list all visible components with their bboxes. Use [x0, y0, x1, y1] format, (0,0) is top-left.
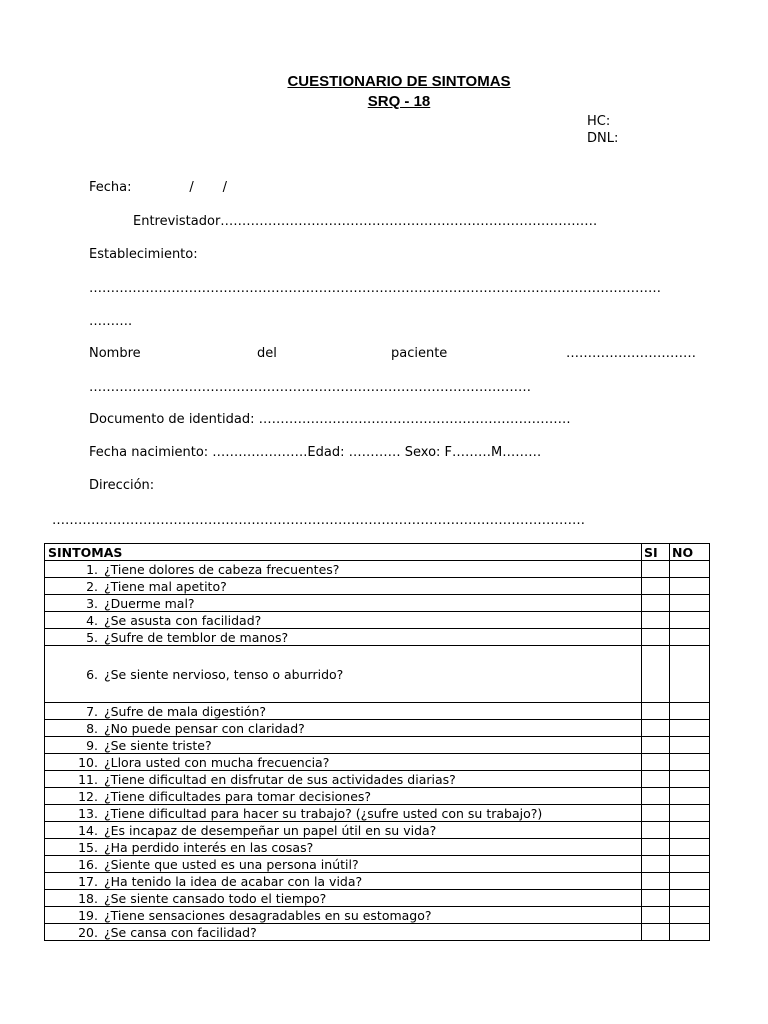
symptom-text: ¿Se asusta con facilidad?: [103, 612, 262, 628]
no-checkbox-cell[interactable]: [670, 754, 710, 771]
symptom-text: ¿Tiene dolores de cabeza frecuentes?: [103, 561, 340, 577]
symptom-number: 19.: [78, 907, 98, 923]
symptom-cell: [45, 856, 642, 873]
symptoms-table: [44, 543, 710, 941]
symptom-cell: [45, 612, 642, 629]
symptom-cell: [45, 788, 642, 805]
table-row: [45, 822, 710, 839]
symptom-cell: [45, 646, 642, 703]
table-row: [45, 839, 710, 856]
symptom-cell: [45, 720, 642, 737]
header-si: SI: [642, 544, 670, 561]
table-row: [45, 754, 710, 771]
symptom-number: 10.: [78, 754, 98, 770]
table-header-row: [45, 544, 710, 561]
table-row: [45, 629, 710, 646]
symptom-cell: [45, 839, 642, 856]
table-row: [45, 561, 710, 578]
nombre-del-label: del: [257, 346, 277, 361]
table-row: [45, 612, 710, 629]
si-checkbox-cell[interactable]: [642, 788, 670, 805]
symptom-cell: [45, 703, 642, 720]
symptom-number: 11.: [78, 771, 98, 787]
header-sintomas: SINTOMAS: [45, 544, 642, 561]
symptom-cell: [45, 873, 642, 890]
symptom-text: ¿Se cansa con facilidad?: [103, 924, 257, 940]
symptom-number: 13.: [78, 805, 98, 821]
establecimiento-line-2[interactable]: ……….: [89, 314, 133, 329]
si-checkbox-cell[interactable]: [642, 720, 670, 737]
si-checkbox-cell[interactable]: [642, 822, 670, 839]
no-checkbox-cell[interactable]: [670, 771, 710, 788]
symptom-number: 16.: [78, 856, 98, 872]
symptom-number: 12.: [78, 788, 98, 804]
symptom-cell: [45, 578, 642, 595]
symptom-cell: [45, 890, 642, 907]
si-checkbox-cell[interactable]: [642, 578, 670, 595]
symptom-text: ¿Duerme mal?: [103, 595, 195, 611]
symptom-number: 5.: [86, 629, 98, 645]
symptom-cell: [45, 822, 642, 839]
table-row: [45, 578, 710, 595]
si-checkbox-cell[interactable]: [642, 907, 670, 924]
si-checkbox-cell[interactable]: [642, 754, 670, 771]
no-checkbox-cell[interactable]: [670, 924, 710, 941]
table-row: [45, 720, 710, 737]
table-row: [45, 771, 710, 788]
table-row: [45, 703, 710, 720]
symptom-text: ¿Llora usted con mucha frecuencia?: [103, 754, 330, 770]
nombre-field[interactable]: …………………………: [566, 346, 696, 361]
symptom-cell: [45, 595, 642, 612]
si-checkbox-cell[interactable]: [642, 839, 670, 856]
no-checkbox-cell[interactable]: [670, 839, 710, 856]
entrevistador-field[interactable]: Entrevistador……………………………………………………………………………: [133, 214, 598, 229]
si-checkbox-cell[interactable]: [642, 561, 670, 578]
symptom-cell: [45, 924, 642, 941]
si-checkbox-cell[interactable]: [642, 703, 670, 720]
symptom-number: 15.: [78, 839, 98, 855]
establecimiento-line-1[interactable]: ……………………………………………………………………………………………………………………: [89, 281, 661, 296]
symptom-number: 18.: [78, 890, 98, 906]
si-checkbox-cell[interactable]: [642, 890, 670, 907]
no-checkbox-cell[interactable]: [670, 788, 710, 805]
documento-field[interactable]: Documento de identidad: ………………………………………………………………: [89, 412, 571, 427]
symptom-number: 6.: [86, 666, 98, 682]
symptom-cell: [45, 561, 642, 578]
si-checkbox-cell[interactable]: [642, 873, 670, 890]
symptom-text: ¿Se siente nervioso, tenso o aburrido?: [103, 666, 344, 682]
symptom-number: 9.: [86, 737, 98, 753]
symptom-number: 3.: [86, 595, 98, 611]
si-checkbox-cell[interactable]: [642, 629, 670, 646]
symptom-number: 14.: [78, 822, 98, 838]
table-row: [45, 924, 710, 941]
nombre-line-2[interactable]: …………………………………………………………………………………………: [89, 380, 531, 395]
symptom-number: 20.: [78, 924, 98, 940]
no-checkbox-cell[interactable]: [670, 720, 710, 737]
direccion-label: Dirección:: [89, 478, 155, 493]
header-no: NO: [670, 544, 710, 561]
no-checkbox-cell[interactable]: [670, 890, 710, 907]
form-title: CUESTIONARIO DE SINTOMAS: [287, 73, 511, 90]
si-checkbox-cell[interactable]: [642, 595, 670, 612]
si-checkbox-cell[interactable]: [642, 771, 670, 788]
symptom-text: ¿Se siente triste?: [103, 737, 212, 753]
symptom-text: ¿Siente que usted es una persona inútil?: [103, 856, 359, 872]
fecha-nacimiento-field[interactable]: Fecha nacimiento: ………………….Edad: ………… Sexo: F………M………: [89, 445, 542, 460]
table-row: [45, 856, 710, 873]
no-checkbox-cell[interactable]: [670, 822, 710, 839]
symptom-text: ¿Tiene dificultad para hacer su trabajo? (¿sufre usted con su trabajo?): [103, 805, 543, 821]
no-checkbox-cell[interactable]: [670, 907, 710, 924]
symptom-text: ¿Se siente cansado todo el tiempo?: [103, 890, 327, 906]
symptom-text: ¿No puede pensar con claridad?: [103, 720, 305, 736]
symptom-number: 8.: [86, 720, 98, 736]
no-checkbox-cell[interactable]: [670, 629, 710, 646]
fecha-field[interactable]: Fecha: / /: [89, 180, 228, 195]
si-checkbox-cell[interactable]: [642, 737, 670, 754]
form-subtitle: SRQ - 18: [367, 93, 431, 110]
symptom-text: ¿Sufre de temblor de manos?: [103, 629, 289, 645]
symptom-cell: [45, 805, 642, 822]
no-checkbox-cell[interactable]: [670, 578, 710, 595]
nombre-label: Nombre: [89, 346, 141, 361]
symptom-number: 7.: [86, 703, 98, 719]
no-checkbox-cell[interactable]: [670, 561, 710, 578]
table-row: [45, 646, 710, 703]
table-row: [45, 737, 710, 754]
table-row: [45, 788, 710, 805]
table-row: [45, 873, 710, 890]
no-checkbox-cell[interactable]: [670, 646, 710, 703]
symptom-text: ¿Ha tenido la idea de acabar con la vida?: [103, 873, 363, 889]
no-checkbox-cell[interactable]: [670, 805, 710, 822]
si-checkbox-cell[interactable]: [642, 646, 670, 703]
dnl-label: DNL:: [587, 131, 619, 146]
direccion-line[interactable]: ……………………………………………………………………………………………………………: [52, 513, 585, 528]
symptom-text: ¿Tiene sensaciones desagradables en su estomago?: [103, 907, 432, 923]
si-checkbox-cell[interactable]: [642, 612, 670, 629]
no-checkbox-cell[interactable]: [670, 612, 710, 629]
nombre-paciente-label: paciente: [391, 346, 448, 361]
symptom-number: 17.: [78, 873, 98, 889]
symptom-cell: [45, 754, 642, 771]
no-checkbox-cell[interactable]: [670, 873, 710, 890]
si-checkbox-cell[interactable]: [642, 924, 670, 941]
symptom-number: 4.: [86, 612, 98, 628]
symptom-number: 2.: [86, 578, 98, 594]
no-checkbox-cell[interactable]: [670, 737, 710, 754]
symptom-text: ¿Es incapaz de desempeñar un papel útil en su vida?: [103, 822, 437, 838]
symptom-text: ¿Sufre de mala digestión?: [103, 703, 267, 719]
no-checkbox-cell[interactable]: [670, 595, 710, 612]
si-checkbox-cell[interactable]: [642, 856, 670, 873]
symptom-number: 1.: [86, 561, 98, 577]
symptom-text: ¿Tiene dificultades para tomar decisiones?: [103, 788, 372, 804]
symptom-cell: [45, 629, 642, 646]
table-row: [45, 805, 710, 822]
no-checkbox-cell[interactable]: [670, 856, 710, 873]
table-row: [45, 595, 710, 612]
symptom-text: ¿Tiene mal apetito?: [103, 578, 227, 594]
table-row: [45, 890, 710, 907]
symptom-cell: [45, 771, 642, 788]
no-checkbox-cell[interactable]: [670, 703, 710, 720]
hc-label: HC:: [587, 114, 611, 129]
table-row: [45, 907, 710, 924]
hc-dnl-block: [587, 113, 618, 147]
symptom-cell: [45, 737, 642, 754]
symptom-text: ¿Tiene dificultad en disfrutar de sus actividades diarias?: [103, 771, 456, 787]
si-checkbox-cell[interactable]: [642, 805, 670, 822]
establecimiento-label: Establecimiento:: [89, 247, 198, 262]
symptom-text: ¿Ha perdido interés en las cosas?: [103, 839, 314, 855]
symptom-cell: [45, 907, 642, 924]
